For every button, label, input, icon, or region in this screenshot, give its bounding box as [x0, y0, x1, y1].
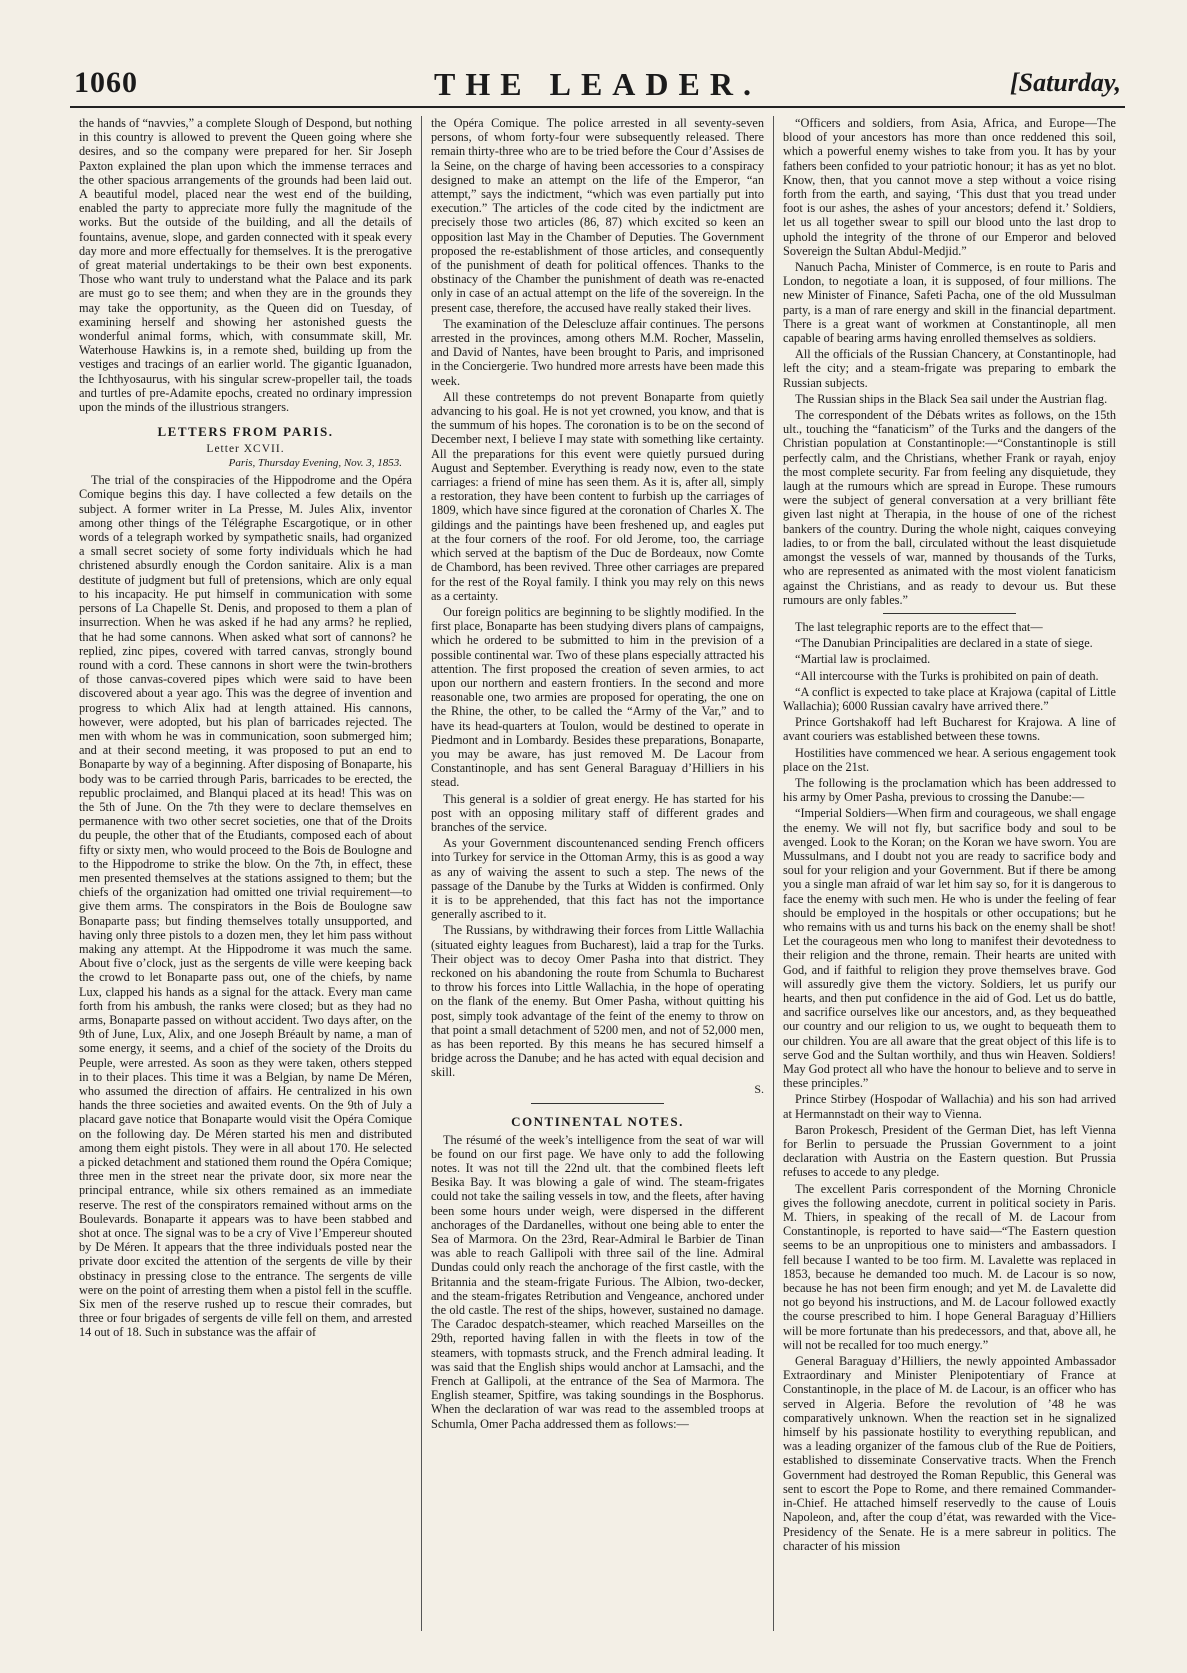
column-1	[70, 116, 422, 1631]
paragraph: Baron Prokesch, President of the German Diet, has left Vienna for Berlin to persuade the Prussian Government to a joint declaration with Austria on the Eastern question. But Prussia refuses to accede to any pledge.	[783, 1122, 1116, 1180]
column-2	[422, 116, 774, 1631]
page-number: 1060	[74, 66, 138, 99]
paragraph: The résumé of the week’s intelligence from the seat of war will be found on our first page. We have only to add the following notes. It was not till the 22nd ult. that the combined fleets left Besika Bay. It was blowing a gale of wind. The steam-frigates could not take the sailing vessels in tow, and the fleets, after having been some hours under weigh, were dispersed in the different anchorages of the Dardanelles, without one being able to enter the Sea of Marmora. On the 23rd, Rear-Admiral le Barbier de Tinan was able to reach Gallipoli with three sail of the line. Admiral Dundas could only reach the anchorage of the first castle, with the Britannia and the steam-frigate Furious. The Albion, two-decker, and the steam-frigates Retribution and Vengeance, anchored under the old castle. The rest of the ships, however, sustained no damage. The Caradoc despatch-steamer, which reached Marseilles on the 29th, reported having fallen in with the fleets in tow of the steamers, with topmasts struck, and the French admiral leading. It was said that the English ships would anchor at Lamsachi, and the French at Gallipoli, at the entrance of the Sea of Marmora. The English steamer, Spitfire, was taking soundings in the Bosphorus. When the declaration of war was read to the assembled troops at Schumla, Omer Pacha addressed them as follows:—	[431, 1132, 764, 1431]
paragraph: The Russian ships in the Black Sea sail under the Austrian flag.	[795, 391, 1108, 406]
paragraph: General Baraguay d’Hilliers, the newly appointed Ambassador Extraordinary and Minister Plenipotentiary of France at Constantinople, in the place of M. de Lacour, is an officer who has served in Algeria. Before the revolution of ’48 he was comparatively unknown. When the reaction set in he signalized himself by his passionate hostility to everything republican, and was a leading organizer of the famous club of the Rue de Poitiers, established to disseminate Conservative tracts. When the French Government had destroyed the Roman Republic, this General was sent to escort the Pope to Rome, and there remained Commander-in-Chief. He attached himself reservedly to the cause of Louis Napoleon, and, after the coup d’état, was rewarded with the Vice-Presidency of the Senate. He is a mere sabreur in politics. The character of his mission	[783, 1354, 1116, 1553]
paragraph: “Martial law is proclaimed.	[795, 652, 931, 667]
paragraph: The Russians, by withdrawing their forces from Little Wallachia (situated eighty leagues from Bucharest), laid a trap for the Turks. Their object was to decoy Omer Pasha into that district. They reckoned on his abandoning the route from Schumla to Bucharest to throw his forces into Little Wallachia, in the hope of operating on the flank of the enemy. But Omer Pasha, without quitting his post, simply took advantage of the feint of the enemy to throw on that point a small detachment of 5200 men, and not of 52,000 men, as has been reported. By this means he has secured himself a bridge across the Danube; and he has acted with equal decision and skill.	[431, 923, 764, 1080]
paragraph: The excellent Paris correspondent of the Morning Chronicle gives the following anecdote, current in political society in Paris. M. Thiers, in speaking of the recall of M. de Lacour from Constantinople, is reported to have said—“The Eastern question seems to be an unpropitious one to ministers and ambassadors. I fell because I wanted to be too firm. M. Lavalette was replaced in 1853, because he demanded too much. M. de Lacour is so now, because he has not been firm enough; and yet M. de Lavalette did not go beyond his instructions, and M. de Lacour followed exactly the course prescribed to him. I hope General Baraguay d’Hilliers will be more fortunate than his predecessors, and that, above all, he will not be recalled for too much energy.”	[783, 1181, 1116, 1352]
section-heading-continental-notes: CONTINENTAL NOTES.	[511, 1113, 684, 1129]
paragraph: “Imperial Soldiers—When firm and courageous, we shall engage the enemy. We will not fly, but sacrifice body and soul to be avenged. Look to the Koran; on the Koran we have sworn. You are Mussulmans, and I doubt not you are ready to sacrifice body and soul for your religion and your Government. But if there be among you a single man afraid of war let him say so, for it is dangerous to face the enemy with such men. He who is under the feeling of fear should be employed in the hospitals or other occupations; but he who remains with us and turns his back on the enemy shall be shot! Let the courageous men who long to manifest their devotedness to their religion and the throne, remain. Their hearts are united with God, and if faithful to religion they prove themselves brave. God will assuredly give them the victory. Soldiers, let us purify our hearts, and then put confidence in the aid of God. Let us do battle, and sacrifice ourselves like our ancestors, and, as they bequeathed our country and our religion to us, we ought to bequeath them to our children. You are all aware that the great object of this life is to serve God and the Sultan worthily, and thus win Heaven. Soldiers! May God protect all who have the honour to believe and to serve in these principles.”	[783, 806, 1116, 1091]
paragraph: This general is a soldier of great energy. He has started for his post with an opposing military staff of different grades and branches of the service.	[431, 791, 764, 834]
paper-title: THE LEADER.	[434, 66, 761, 102]
paragraph: the hands of “navvies,” a complete Slough of Despond, but nothing in this country is allowed to prevent the Queen going where she desires, and so the company were prepared for her. Sir Joseph Paxton explained the plan upon which the immense terraces and the other spacious arrangements of the grounds had been laid out. A beautiful model, placed near the west end of the building, enabled the party to appreciate more fully the magnitude of the works. But the outside of the building, and all the details of fountains, avenue, slope, and garden connected with it speak every day more and more effectually for themselves. It is the prerogative of great material undertakings to be their own best exponents. Those who want truly to understand what the Palace and its park are must go to see them; and when they are in the grounds they may take the opportunity, as the Queen did on Tuesday, of examining herself and showing her astonished guests the wonderful animal forms, which, with consummate skill, Mr. Waterhouse Hawkins is, in a remote shed, building up from the vestiges and tracings of an earlier world. The gigantic Iguanadon, the Ichthyosaurus, with his singular screw-propeller tail, the toads and turtles of pre-Adamite epochs, created no ordinary impression upon the minds of the illustrious strangers.	[79, 116, 412, 415]
paragraph: Prince Stirbey (Hospodar of Wallachia) and his son had arrived at Hermannstadt on their way to Vienna.	[783, 1092, 1116, 1121]
paragraph: Nanuch Pacha, Minister of Commerce, is en route to Paris and London, to negotiate a loan, it is supposed, of four millions. The new Minister of Finance, Safeti Pacha, one of the old Mussulman party, is a man of rare energy and skill in the financial department. There is a great want of workmen at Constantinople, all men capable of bearing arms having enrolled themselves as soldiers.	[783, 260, 1116, 346]
paragraph: Prince Gortshakoff had left Bucharest for Krajowa. A line of avant couriers was established between these towns.	[783, 715, 1116, 744]
column-3	[774, 116, 1125, 1631]
paragraph: As your Government discountenanced sending French officers into Turkey for service in the Ottoman Army, this is as good a way as any of waiving the assent to such a step. The news of the passage of the Danube by the Turks at Widden is confirmed. Only it is to be apprehended, that this fact has not the importance generally ascribed to it.	[431, 836, 764, 922]
section-heading-letters-from-paris: LETTERS FROM PARIS.	[157, 424, 334, 440]
paragraph: Hostilities have commenced we hear. A serious engagement took place on the 21st.	[783, 745, 1116, 774]
divider	[883, 613, 1016, 614]
divider	[531, 1103, 664, 1104]
paragraph: All these contretemps do not prevent Bonaparte from quietly advancing to his goal. He is not yet crowned, you know, and that is the summum of his hopes. The coronation is to be on the second of December next, I believe I may state with something like certainty. All the preparations for this event were quietly pursued during August and September. Everything is ready now, even to the state carriages: a friend of mine has seen them. As it is, after all, simply a restoration, they have been content to furbish up the carriages of 1809, which have since figured at the coronation of Charles X. The gildings and the paintings have been freshened up, and eagles put at the four corners of the roof. For old Jerome, too, the carriage which served at the baptism of the Duc de Bordeaux, now Comte de Chambord, has been revived. Three other carriages are prepared for the rest of the Royal family. I think you may rely on this news as a certainty.	[431, 389, 764, 603]
article-columns	[70, 116, 1125, 1631]
paragraph: The last telegraphic reports are to the effect that—	[795, 619, 1043, 634]
paragraph: The trial of the conspiracies of the Hippodrome and the Opéra Comique begins this day. I have collected a few details on the subject. A former writer in La Presse, M. Jules Alix, inventor among other things of the Télégraphe Escargotique, or in other words of a telegraph worked by sympathetic snails, had organized a small secret society of some forty individuals which he had christened absurdly enough the Cordon sanitaire. Alix is a man destitute of judgment but full of pretensions, which are only equal to his incapacity. He put himself in communication with some persons of La Chapelle St. Denis, and proposed to them a plan of insurrection. When he was asked if he had any arms? he replied, that he had some cannons. When asked what sort of cannons? he replied, zinc pipes, covered with tarred canvas, strongly bound round with a cord. These cannons in short were the twin-brothers of those canvas-covered pipes which were said to have been discovered about a year ago. This was the degree of invention and progress to which Alix had at length attained. His cannons, however, were adopted, but his plan of barricades rejected. The men with whom he was in communication, soon submerged him; and at their second meeting, it was proposed to put an end to Bonaparte by way of a beginning. After disposing of Bonaparte, his body was to be carried through Paris, barricades to be erected, the republic proclaimed, and Blanqui placed at its head! This was on the 5th of June. On the 7th they were to declare themselves en permanence with two other secret societies, one that of the Droits du peuple, the other that of the Etudiants, composed each of about fifty or sixty men, who would proceed to the Bois de Boulogne and to the Hippodrome to strike the blow. On the 7th, in effect, these men presented themselves at the stations assigned to them; but the chiefs of the organization had omitted one trivial requirement—to give them arms. The conspirators in the Bois de Boulogne saw Bonaparte pass; but finding themselves totally unsupported, and having only three pistols to a dozen men, they let him pass without making any attempt. At the Hippodrome it was much the same. About five o’clock, just as the sergents de ville were keeping back the crowd to let Bonaparte pass out, one of the chiefs, by name Lux, clapped his hands as a signal for the attack. Every man came forth from his ambush, the ranks were closed; but as they had no arms, Bonaparte passed on without accident. Two days after, on the 9th of June, Lux, Alix, and one Joseph Bréault by name, a man of some energy, it seems, and a chief of the society of the Droits du Peuple, were arrested. As soon as they were taken, others stepped in to their places. This time it was a Belgian, by name De Méren, who assumed the direction of affairs. He centralized in his own hands the three societies and awaited events. On the 9th of July a placard gave notice that Bonaparte would visit the Opéra Comique on the following day. De Méren started his men and distributed among them eight pistols. They were in all about 170. He selected a picked detachment and stationed them round the Opéra Comique; three men in the street near the private door, six more near the principal entrance, while six others remained as an immediate reserve. The rest of the conspirators remained without arms on the Boulevards. Bonaparte it appears was to have been stabbed and shot at once. The signal was to be a cry of Vive l’Empereur shouted by De Méren. It appears that the three individuals posted near the private door excited the attention of the sergents de ville by their obstinacy in pressing close to the entrance. The sergents de ville were on the point of arresting them when a pistol fell in the scuffle. Six men of the reserve rushed up to rescue their comrades, but three or four brigades of sergents de ville fell on them, and arrested 14 out of 18. Such in substance was the affair of	[79, 473, 412, 1340]
paragraph: Our foreign politics are beginning to be slightly modified. In the first place, Bonaparte has been studying divers plans of campaigns, which he ordered to be submitted to him in the prevision of a possible continental war. Two of these plans especially attracted his attention. The first proposed the creation of seven armies, to act upon our northern and eastern frontiers. In the second and more reasonable one, two armies are proposed for operating, the one on the Rhine, the other, to be called the “Army of the Var,” and to have its head-quarters at Toulon, would be destined to operate in Piedmont and in Lombardy. Besides these preparations, Bonaparte, you may be aware, has just removed M. De Lacour from Constantinople, and has sent General Baraguay d’Hilliers in his stead.	[431, 604, 764, 790]
masthead	[70, 60, 1125, 108]
paragraph: the Opéra Comique. The police arrested in all seventy-seven persons, of whom forty-four were subsequently released. There remain thirty-three who are to be tried before the Cour d’Assises de la Seine, on the charge of having been accessories to a conspiracy designed to make an attempt on the life of the Emperor, “an attempt,” says the indictment, “which was even partially put into execution.” The articles of the code cited by the indictment are precisely those two articles (86, 87) which excited so keen an opposition last May in the Chamber of Deputies. The Government proposed the re-establishment of those articles, and consequently of the punishment of death for political offences. Thanks to the obstinacy of the Chamber the punishment of death was re-enacted only in case of an actual attempt on the life of the sovereign. In the present case, therefore, the accused have really staked their lives.	[431, 116, 764, 315]
letter-number: Letter XCVII.	[206, 443, 285, 456]
paragraph: The following is the proclamation which has been addressed to his army by Omer Pasha, previous to crossing the Danube:—	[783, 775, 1116, 805]
paragraph: “Officers and soldiers, from Asia, Africa, and Europe—The blood of your ancestors has more than once reddened this soil, which a powerful enemy wishes to take from you. It has by your fathers been confided to your patriotic honour; it has as yet no blot. Know, then, that you cannot move a step without a voice rising forth from the earth, and saying, ‘This dust that you tread under foot is our ashes, the ashes of your ancestors; defend it.’ Soldiers, let us all together swear to spill our blood unto the last drop to uphold the integrity of the throne of our Emperor and beloved Sovereign the Sultan Abdul-Medjid.”	[783, 116, 1116, 258]
paragraph: “A conflict is expected to take place at Krajowa (capital of Little Wallachia); 6000 Russian cavalry have arrived there.”	[783, 684, 1116, 713]
dateline: Paris, Thursday Evening, Nov. 3, 1853.	[228, 457, 402, 470]
paragraph: All the officials of the Russian Chancery, at Constantinople, had left the city; and a steam-frigate was preparing to embark the Russian subjects.	[783, 347, 1116, 390]
author-signature: S.	[754, 1081, 764, 1096]
paragraph: The correspondent of the Débats writes as follows, on the 15th ult., touching the “fanaticism” of the Turks and the dangers of the Christian population at Constantinople:—“Constantinople is still perfectly calm, and the Christians, whether Frank or rayah, enjoy the most complete security. Far from feeling any disquietude, they laugh at the rumours which are spread in Europe. These rumours were the subject of general conversation at a very brilliant fête given last night at Therapia, in the house of one of the richest bankers of the country. During the whole night, caiques conveying ladies, to or from the ball, circulated without the least disquietude amongst the vessels of war, manned by thousands of the Turks, who are represented as animated with the most violent fanaticism against the Christians, and as ready to devour us. But these rumours are only fables.”	[783, 408, 1116, 607]
paragraph: “All intercourse with the Turks is prohibited on pain of death.	[795, 668, 1099, 683]
paragraph: The examination of the Delescluze affair continues. The persons arrested in the provinces, among others M.M. Rocher, Masselin, and David of Nantes, have been brought to Paris, and imprisoned in the Conciergerie. Two hundred more arrests have been made this week.	[431, 316, 764, 388]
paragraph: “The Danubian Principalities are declared in a state of siege.	[795, 636, 1093, 651]
issue-day: [Saturday,	[1010, 68, 1121, 97]
